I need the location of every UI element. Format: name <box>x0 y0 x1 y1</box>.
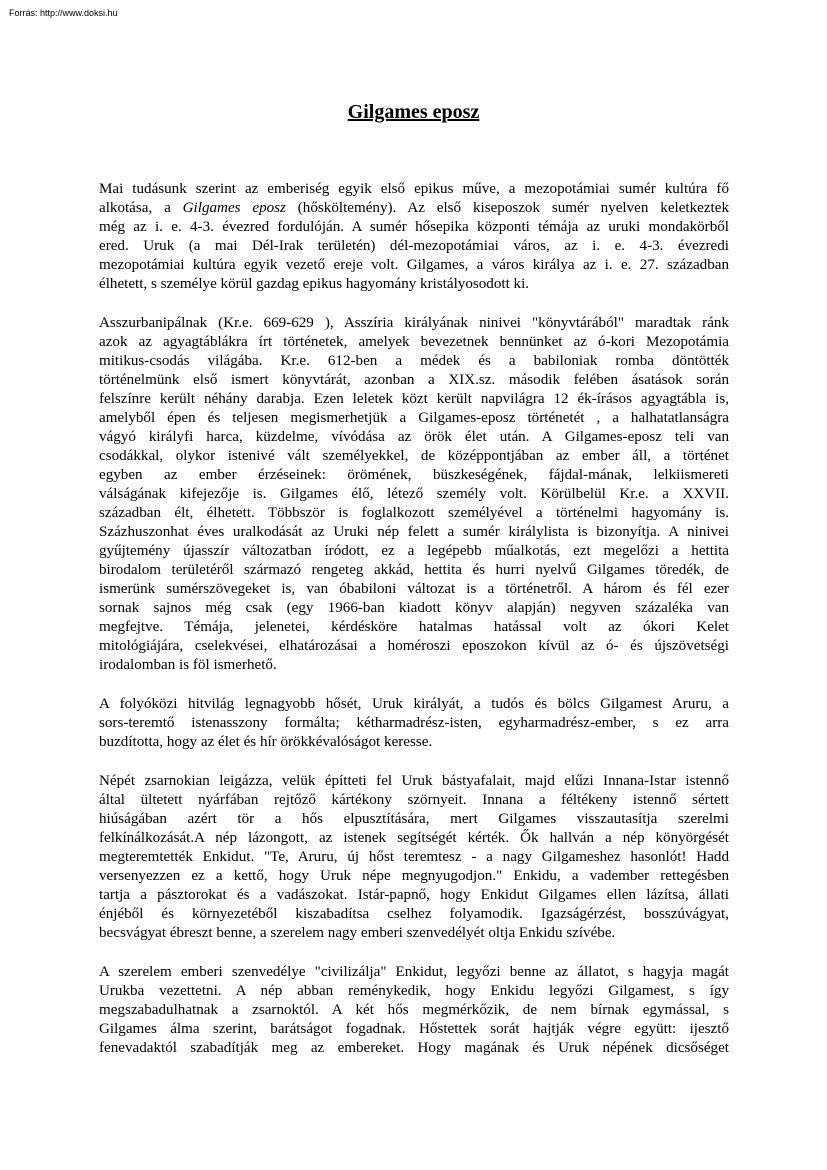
text-line: élhetett, s személye körül gazdag epikus hagyomány kristályosodott ki. <box>99 276 530 292</box>
text-line: Népét zsarnokian leigázza, velük építteti fel Uruk bástyafalait, majd elűzi Innana-Istar istennő <box>99 773 729 789</box>
text-line: megszabadulhatnak a zsarnoktól. A két hős megmérkőzik, de nem bírnak egymással, s <box>99 1002 729 1018</box>
text-line: A szerelem emberi szenvedélye "civilizálja" Enkidut, legyőzi benne az állatot, s hagyja magát <box>99 964 729 980</box>
document-title: Gilgames eposz <box>347 101 480 123</box>
text-line: Urukba vezettetni. A nép abban reménykedik, hogy Enkidu legyőzi Gilgamest, s így <box>99 983 729 999</box>
source-note: Forrás: http://www.doksi.hu <box>9 8 118 18</box>
text-line: megfejtve. Témája, jelenetei, kérdésköre hatalmas hatással volt az ókori Kelet <box>99 619 729 635</box>
text-line: megteremtették Enkidut. "Te, Aruru, új hőst teremtesz - a nagy Gilgameshez hasonlót! Hadd <box>99 849 729 865</box>
paragraph-friendship <box>99 963 729 1058</box>
text-line: versenyezzen ez a kettő, hogy Uruk népe megnyugodjon." Enkidu, a vadember rettegésben <box>99 868 729 884</box>
text-line: irodalomban is föl ismerhető. <box>99 657 277 673</box>
paragraph-intro <box>99 180 729 294</box>
text-line: válságának kifejezője is. Gilgames élő, létező személy volt. Körülbelül Kr.e. a XXVII. <box>99 486 729 502</box>
text-line: által ültetett nyárfában rejtőző kártékony szörnyeit. Innana a féltékeny istennő sértett <box>99 792 729 808</box>
text-line: énjéből és környezetéből kiszabadítsa cselhez folyamodik. Igazságérzést, bosszúvágyat, <box>99 906 729 922</box>
paragraph-aruru <box>99 695 729 752</box>
text-line: tartja a pásztorokat és a vadászokat. Istár-papnő, hogy Enkidut Gilgames ellen lázítsa, állati <box>99 887 729 903</box>
text-line: felkínálkozását.A nép lázongott, az istenek segítségét kérték. Ők hallván a nép könyörgését <box>99 830 729 846</box>
text-line: Mai tudásunk szerint az emberiség egyik első epikus műve, a mezopotámiai sumér kultúra fő <box>99 181 729 197</box>
text-line: azok az agyagtáblákra írt történetek, amelyek bevezetnek bennünket az ó-kori Mezopotámia <box>99 334 729 350</box>
text-line: még az i. e. 4-3. évezred fordulóján. A sumér hősepika központi témája az uruki mondakörből <box>99 219 729 235</box>
document-body <box>99 180 729 1078</box>
text-line: történelmünk első ismert könyvtárát, azonban a XIX.sz. második felében ásatások során <box>99 372 729 388</box>
text-line: birodalom területéről származó rengeteg akkád, hettita és hurri nyelvű Gilgames töredék, de <box>99 562 729 578</box>
text-line: ered. Uruk (a mai Dél-Irak területén) dél-mezopotámiai város, az i. e. 4-3. évezredi <box>99 238 729 254</box>
text-line: sors-teremtő istenasszony formálta; kétharmadrész-isten, egyharmadrész-ember, s ez arra <box>99 715 729 731</box>
text-line: buzdította, hogy az élet és hír örökkévalóságot keresse. <box>99 734 433 750</box>
text-line: században élt, élhetett. Többször is foglalkozott személyével a történelmi hagyomány is. <box>99 505 729 521</box>
text-line: egyben az ember érzéseinek: örömének, büszkeségének, fájdal-mának, lelkiismereti <box>99 467 729 483</box>
text-line: mitológiájára, cselekvései, elhatározásai a homéroszi eposzokon kívül az ó- és újszövetségi <box>99 638 729 654</box>
text-line: amelyből épen és teljesen megismerhetjük a Gilgames-eposz történetét , a halhatatlanságra <box>99 410 729 426</box>
text-line: Gilgames álma szerint, barátságot fogadnak. Hőstettek sorát hajtják végre együtt: ijesztő <box>99 1021 729 1037</box>
text-line: gyűjtemény újasszír változatban íródott, ez a legépebb műalkotás, ezt megelőzi a hettita <box>99 543 729 559</box>
text-line: vágyó királyfi harca, küzdelme, vívódása az örök élet után. A Gilgames-eposz teli van <box>99 429 729 445</box>
paragraph-asszurbanipal <box>99 314 729 675</box>
text-line: mezopotámiai kultúra egyik vezető ereje volt. Gilgames, a város királya az i. e. 27. században <box>99 257 729 273</box>
text-line: ismerünk sumérszövegeket is, van óbabiloni változat is a történetről. A három és fél ezer <box>99 581 729 597</box>
text-line: Százhuszonhat éves uralkodását az Uruki nép felett a sumér királylista is bizonyítja. A ninivei <box>99 524 729 540</box>
text-line: A folyóközi hitvilág legnagyobb hősét, Uruk királyát, a tudós és bölcs Gilgamest Aruru, a <box>99 696 729 712</box>
text-line: sornak sajnos még csak (egy 1966-ban kiadott könyv alapján) negyven százaléka van <box>99 600 729 616</box>
paragraph-enkidu <box>99 772 729 943</box>
text-line: felszínre került néhány darabja. Ezen leletek közt került napvilágra 12 ék-írásos agyagtábla is, <box>99 391 729 407</box>
text-line: hiúságában azért tör a hős elpusztítására, mert Gilgames visszautasítja szerelmi <box>99 811 729 827</box>
text-line: mitikus-csodás világába. Kr.e. 612-ben a médek és a babiloniak romba döntötték <box>99 353 729 369</box>
text-line: alkotása, a Gilgames eposz (hősköltemény). Az első kiseposzok sumér nyelven keletkeztek <box>99 200 729 216</box>
text-line: Asszurbanipálnak (Kr.e. 669-629 ), Asszíria királyának ninivei "könyvtárából" maradtak ránk <box>99 315 729 331</box>
text-line: fenevadaktól szabadítják meg az embereket. Hogy magának és Uruk népének dicsőséget <box>99 1040 729 1056</box>
text-line: becsvágyat ébreszt benne, a szerelem nagy emberi szenvedélyét oltja Enkidu szívébe. <box>99 925 616 941</box>
text-line: csodákkal, olykor istenivé vált személyekkel, de középpontjában az ember áll, a történet <box>99 448 729 464</box>
